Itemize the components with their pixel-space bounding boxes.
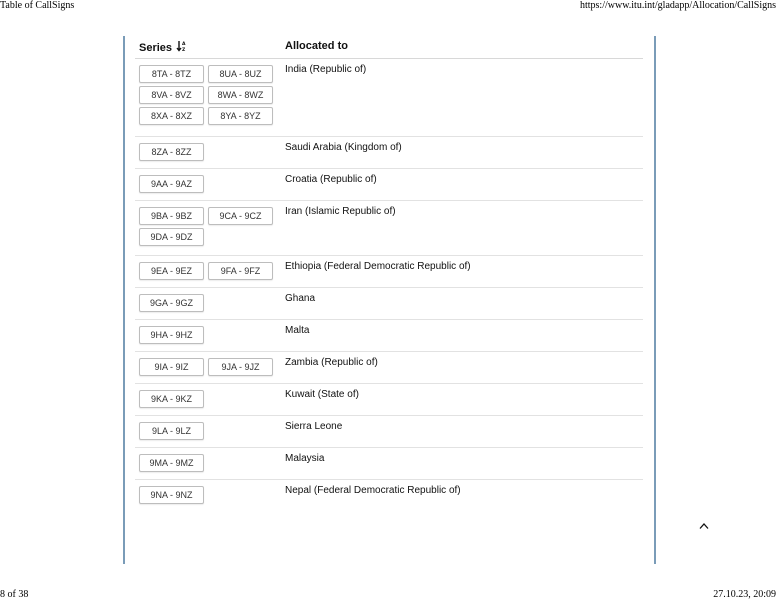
table-row xyxy=(135,448,643,480)
country-name: Zambia (Republic of) xyxy=(285,357,378,368)
table-header xyxy=(135,36,643,59)
callsign-table xyxy=(135,36,643,511)
table-row xyxy=(135,416,643,448)
series-button[interactable]: 8VA - 8VZ xyxy=(139,86,204,104)
series-cell xyxy=(139,143,277,161)
country-name: Nepal (Federal Democratic Republic of) xyxy=(285,485,461,496)
table-row xyxy=(135,137,643,169)
country-name: Saudi Arabia (Kingdom of) xyxy=(285,142,402,153)
print-header-title: Table of CallSigns xyxy=(0,0,75,11)
series-cell xyxy=(139,294,277,312)
series-button[interactable]: 8UA - 8UZ xyxy=(208,65,273,83)
country-name: Croatia (Republic of) xyxy=(285,174,377,185)
print-footer-datetime: 27.10.23, 20:09 xyxy=(713,589,776,600)
series-cell xyxy=(139,326,277,344)
series-cell xyxy=(139,65,277,125)
content-frame xyxy=(123,36,656,564)
table-row xyxy=(135,256,643,288)
table-row xyxy=(135,352,643,384)
series-button[interactable]: 9MA - 9MZ xyxy=(139,454,204,472)
country-name: Iran (Islamic Republic of) xyxy=(285,206,396,217)
svg-text:Z: Z xyxy=(182,48,185,52)
country-name: India (Republic of) xyxy=(285,64,367,75)
country-name: Malaysia xyxy=(285,453,325,464)
print-header-url: https://www.itu.int/gladapp/Allocation/CallSigns xyxy=(579,0,776,11)
series-button[interactable]: 9CA - 9CZ xyxy=(208,207,273,225)
series-button[interactable]: 9LA - 9LZ xyxy=(139,422,204,440)
table-row xyxy=(135,480,643,511)
country-name: Kuwait (State of) xyxy=(285,389,359,400)
series-button[interactable]: 8XA - 8XZ xyxy=(139,107,204,125)
series-button[interactable]: 9HA - 9HZ xyxy=(139,326,204,344)
series-cell xyxy=(139,422,277,440)
series-cell xyxy=(139,175,277,193)
allocated-column-header: Allocated to xyxy=(285,40,348,52)
series-cell xyxy=(139,207,277,246)
table-row xyxy=(135,320,643,352)
table-row xyxy=(135,288,643,320)
series-button[interactable]: 9DA - 9DZ xyxy=(139,228,204,246)
table-row xyxy=(135,384,643,416)
series-cell xyxy=(139,262,277,280)
series-cell xyxy=(139,486,277,504)
country-name: Ethiopia (Federal Democratic Republic of) xyxy=(285,261,471,272)
series-button[interactable]: 9AA - 9AZ xyxy=(139,175,204,193)
series-button[interactable]: 9IA - 9IZ xyxy=(139,358,204,376)
table-row xyxy=(135,201,643,256)
series-cell xyxy=(139,454,277,472)
series-cell xyxy=(139,390,277,408)
country-name: Ghana xyxy=(285,293,316,304)
series-button[interactable]: 9FA - 9FZ xyxy=(208,262,273,280)
scroll-top-button[interactable] xyxy=(697,519,711,533)
svg-text:A: A xyxy=(182,42,185,47)
sort-icon[interactable] xyxy=(176,40,186,55)
country-name: Sierra Leone xyxy=(285,421,343,432)
series-button[interactable]: 9EA - 9EZ xyxy=(139,262,204,280)
series-button[interactable]: 9GA - 9GZ xyxy=(139,294,204,312)
series-button[interactable]: 9KA - 9KZ xyxy=(139,390,204,408)
table-row xyxy=(135,59,643,137)
series-button[interactable]: 8TA - 8TZ xyxy=(139,65,204,83)
table-row xyxy=(135,169,643,201)
series-cell xyxy=(139,358,277,376)
series-column-header[interactable] xyxy=(139,40,186,55)
series-button[interactable]: 9BA - 9BZ xyxy=(139,207,204,225)
series-button[interactable]: 8ZA - 8ZZ xyxy=(139,143,204,161)
series-button[interactable]: 8WA - 8WZ xyxy=(208,86,273,104)
series-button[interactable]: 9JA - 9JZ xyxy=(208,358,273,376)
series-header-label: Series xyxy=(139,41,173,54)
chevron-up-icon xyxy=(699,519,709,533)
series-button[interactable]: 8YA - 8YZ xyxy=(208,107,273,125)
print-footer-page: 8 of 38 xyxy=(0,589,29,600)
series-button[interactable]: 9NA - 9NZ xyxy=(139,486,204,504)
country-name: Malta xyxy=(285,325,310,336)
